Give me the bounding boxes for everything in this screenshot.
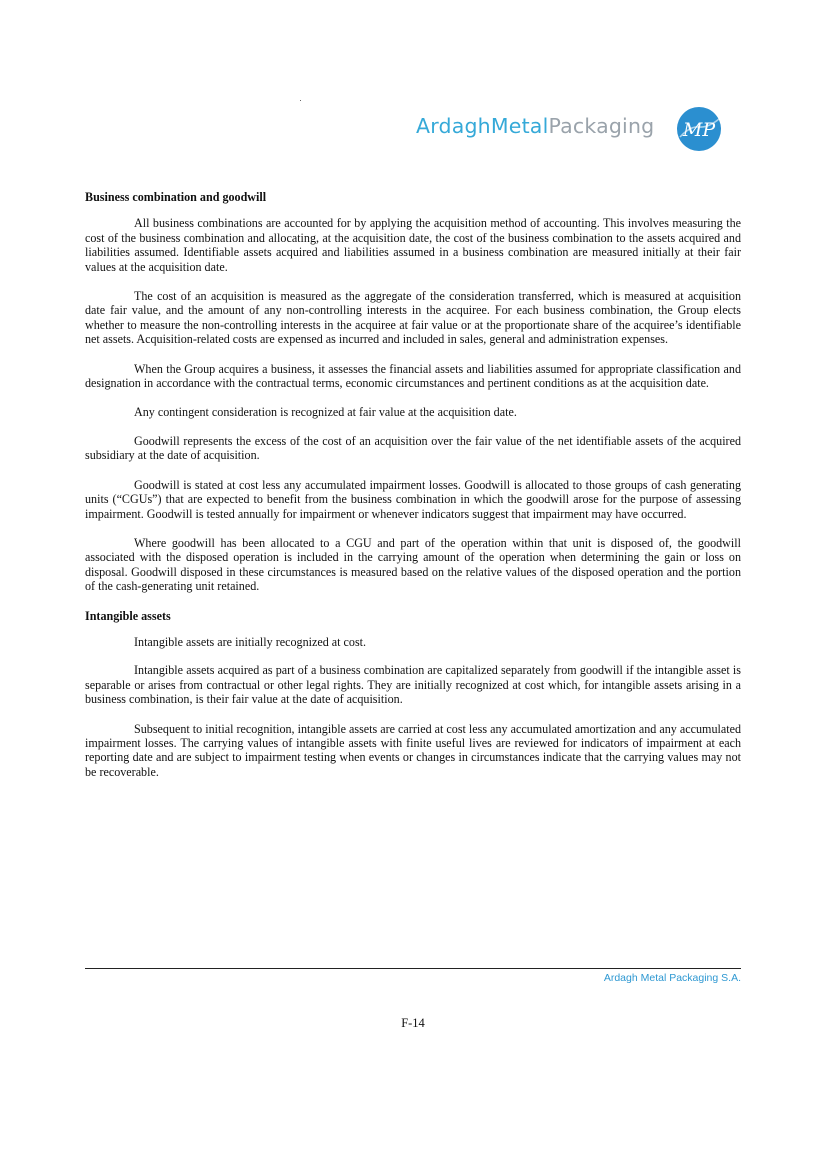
paragraph: Intangible assets are initially recognized at cost. — [134, 634, 367, 649]
paragraph: Any contingent consideration is recognized at fair value at the acquisition date. — [134, 405, 517, 420]
paragraph: Subsequent to initial recognition, intangible assets are carried at cost less any accumulated amortization and any accumulated impairment losses. The carrying values of intangible assets with finite useful lives are reviewed for indicators of impairment at each reporting date and are subject to impairment testing when events or changes in circumstances indicate that the carrying values may not be recoverable. — [85, 721, 741, 779]
company-logo — [416, 104, 726, 154]
logo-word-packaging: Packaging — [548, 114, 655, 138]
logo-word-metal: Metal — [490, 114, 549, 138]
amp-logo-icon — [676, 106, 722, 152]
stray-mark — [300, 100, 301, 101]
paragraph: Goodwill is stated at cost less any accumulated impairment losses. Goodwill is allocated to those groups of cash generating units (“CGUs”) that are expected to benefit from the business combination in which the goodwill arose for the purpose of assessing impairment. Goodwill is tested annually for impairment or whenever indicators suggest that impairment may have occurred. — [85, 477, 741, 521]
section-heading-business-combination: Business combination and goodwill — [85, 190, 267, 204]
paragraph: Intangible assets acquired as part of a business combination are capitalized separately from goodwill if the intangible asset is separable or arises from contractual or other legal rights. They are initially recognized at cost which, for intangible assets arising in a business combination, is their fair value at the date of acquisition. — [85, 663, 741, 707]
section-heading-intangible-assets: Intangible assets — [85, 608, 171, 623]
document-body — [85, 190, 741, 794]
logo-word-ardagh: Ardagh — [416, 114, 491, 138]
paragraph: The cost of an acquisition is measured as the aggregate of the consideration transferred, which is measured at acquisition date fair value, and the amount of any non-controlling interests in the acquiree. For each business combination, the Group elects whether to measure the non-controlling interests in the acquiree at fair value or at the proportionate share of the acquiree’s identifiable net assets. Acquisition-related costs are expensed as incurred and included in sales, general and administration expenses. — [85, 289, 741, 347]
logo-wordmark — [416, 114, 654, 138]
paragraph: All business combinations are accounted for by applying the acquisition method of accounting. This involves measuring the cost of the business combination and allocating, at the acquisition date, the cost of the business combination to the assets acquired and liabilities assumed. Identifiable assets acquired and liabilities assumed in a business combination are measured initially at their fair values at the acquisition date. — [85, 216, 741, 274]
paragraph: Where goodwill has been allocated to a CGU and part of the operation within that unit is disposed of, the goodwill associated with the disposed operation is included in the carrying amount of the operation when determining the gain or loss on disposal. Goodwill disposed in these circumstances is measured based on the relative values of the disposed operation and the portion of the cash-generating unit retained. — [85, 535, 741, 594]
page-number: F-14 — [401, 1016, 425, 1030]
paragraph: When the Group acquires a business, it assesses the financial assets and liabilities assumed for appropriate classification and designation in accordance with the contractual terms, economic circumstances and pertinent conditions as at the acquisition date. — [85, 361, 741, 391]
footer-divider — [85, 968, 741, 969]
footer-company-name: Ardagh Metal Packaging S.A. — [603, 972, 741, 984]
svg-text:MP: MP — [682, 119, 716, 141]
paragraph: Goodwill represents the excess of the cost of an acquisition over the fair value of the net identifiable assets of the acquired subsidiary at the date of acquisition. — [85, 433, 741, 463]
